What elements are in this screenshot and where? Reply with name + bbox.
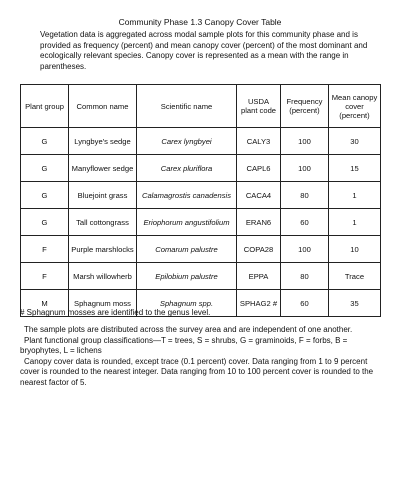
cell-plant-group: M <box>21 290 69 317</box>
col-header-canopy-cover: Mean canopy cover (percent) <box>329 85 381 128</box>
cell-common-name: Purple marshlocks <box>69 236 137 263</box>
cell-common-name: Bluejoint grass <box>69 182 137 209</box>
cell-canopy-cover: 35 <box>329 290 381 317</box>
page-title: Community Phase 1.3 Canopy Cover Table <box>118 17 282 27</box>
cell-scientific-name: Carex pluriflora <box>137 155 237 182</box>
cell-plant-group: G <box>21 128 69 155</box>
cell-scientific-name: Calamagrostis canadensis <box>137 182 237 209</box>
cell-common-name: Tall cottongrass <box>69 209 137 236</box>
cell-plant-group: G <box>21 155 69 182</box>
cell-canopy-cover: 1 <box>329 182 381 209</box>
cell-canopy-cover: 15 <box>329 155 381 182</box>
cell-usda-code: EPPA <box>237 263 281 290</box>
table-row <box>21 155 381 182</box>
cell-scientific-name: Comarum palustre <box>137 236 237 263</box>
cell-usda-code: CACA4 <box>237 182 281 209</box>
canopy-cover-table <box>20 84 381 317</box>
table-row <box>21 182 381 209</box>
cell-common-name: Manyflower sedge <box>69 155 137 182</box>
cell-frequency: 60 <box>281 290 329 317</box>
cell-common-name: Sphagnum moss <box>69 290 137 317</box>
cell-frequency: 100 <box>281 128 329 155</box>
cell-frequency: 100 <box>281 236 329 263</box>
cell-canopy-cover: 10 <box>329 236 381 263</box>
table-row <box>21 209 381 236</box>
cell-scientific-name: Eriophorum angustifolium <box>137 209 237 236</box>
cell-usda-code: COPA28 <box>237 236 281 263</box>
cell-usda-code: SPHAG2 # <box>237 290 281 317</box>
intro-paragraph: Vegetation data is aggregated across modal sample plots for this community phase and is provided as frequency (percent) and mean canopy cover (percent) of the most dominant and ecologically relevant species. Canopy cover is represented as a mean with the range in parentheses. <box>40 30 368 71</box>
cell-frequency: 100 <box>281 155 329 182</box>
note-sample-plots: The sample plots are distributed across the survey area and are independent of one another. <box>24 325 353 334</box>
cell-scientific-name: Sphagnum spp. <box>137 290 237 317</box>
cell-plant-group: F <box>21 263 69 290</box>
cell-common-name: Lyngbye's sedge <box>69 128 137 155</box>
cell-scientific-name: Epilobium palustre <box>137 263 237 290</box>
cell-plant-group: G <box>21 182 69 209</box>
notes-section <box>20 325 382 388</box>
cell-common-name: Marsh willowherb <box>69 263 137 290</box>
table-row <box>21 263 381 290</box>
cell-usda-code: CALY3 <box>237 128 281 155</box>
cell-canopy-cover: Trace <box>329 263 381 290</box>
cell-canopy-cover: 30 <box>329 128 381 155</box>
cell-frequency: 80 <box>281 263 329 290</box>
cell-canopy-cover: 1 <box>329 209 381 236</box>
col-header-plant-group: Plant group <box>21 85 69 128</box>
table-header-row <box>21 85 381 128</box>
col-header-common-name: Common name <box>69 85 137 128</box>
table-row <box>21 128 381 155</box>
cell-plant-group: F <box>21 236 69 263</box>
col-header-scientific-name: Scientific name <box>137 85 237 128</box>
cell-usda-code: CAPL6 <box>237 155 281 182</box>
table-row <box>21 236 381 263</box>
note-functional-groups: Plant functional group classifications—T = trees, S = shrubs, G = graminoids, F = forbs, B = bryophytes, L = lichens <box>20 335 348 355</box>
cell-frequency: 80 <box>281 182 329 209</box>
col-header-frequency: Frequency (percent) <box>281 85 329 128</box>
col-header-usda-code: USDA plant code <box>237 85 281 128</box>
cell-scientific-name: Carex lyngbyei <box>137 128 237 155</box>
table-footnote: # Sphagnum mosses are identified to the genus level. <box>20 308 211 317</box>
cell-usda-code: ERAN6 <box>237 209 281 236</box>
cell-frequency: 60 <box>281 209 329 236</box>
note-rounding: Canopy cover data is rounded, except trace (0.1 percent) cover. Data ranging from 1 to 9 percent cover is rounded to the nearest integer. Data ranging from 10 to 100 percent cover is rounded to the nearest factor of 5. <box>20 356 374 387</box>
cell-plant-group: G <box>21 209 69 236</box>
